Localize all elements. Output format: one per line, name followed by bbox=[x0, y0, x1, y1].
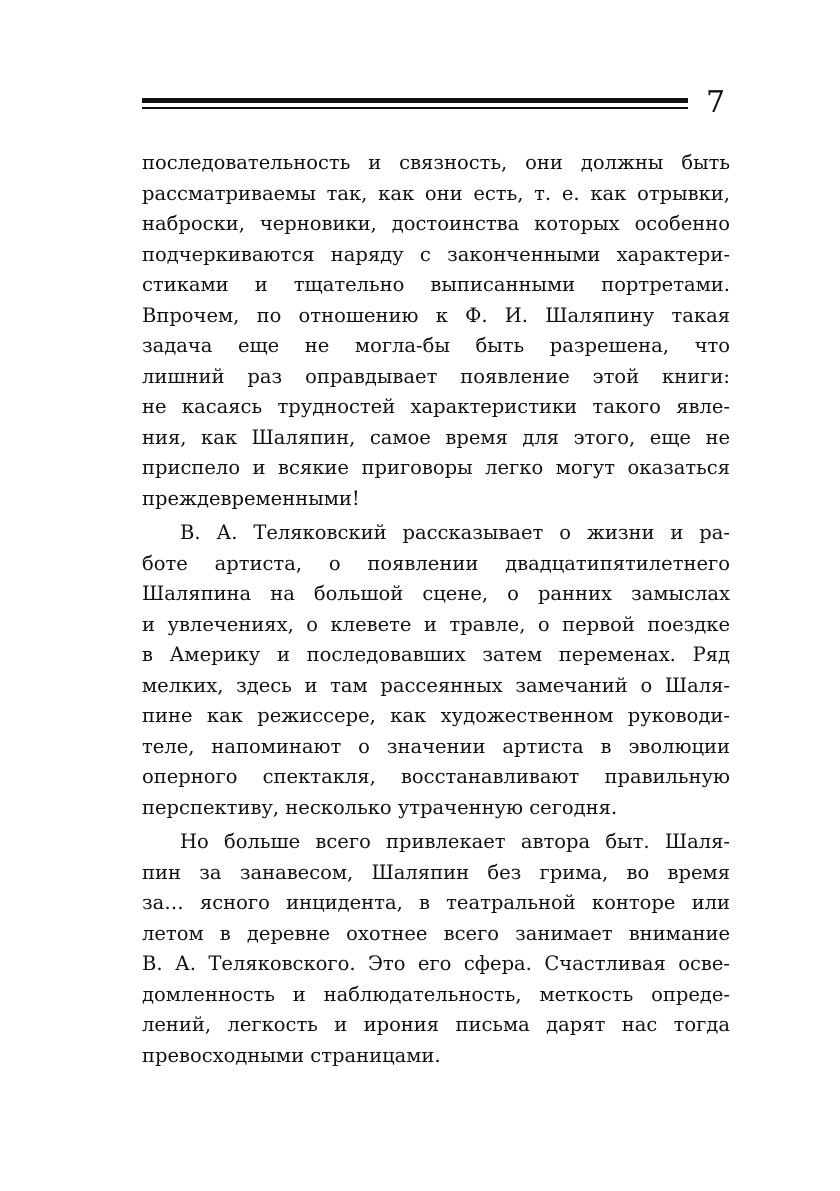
text-line: превосходными страницами. bbox=[142, 1043, 441, 1067]
text-line: последовательность и связность, они должны быть bbox=[142, 151, 730, 174]
text-line: наброски, черновики, достоинства которых особенно bbox=[142, 212, 730, 235]
text-line: В. А. Теляковский рассказывает о жизни и ра- bbox=[180, 521, 730, 544]
text-line: задача еще не могла-бы быть разрешена, что bbox=[142, 334, 730, 357]
text-line: подчеркиваются наряду с законченными характери- bbox=[142, 242, 730, 266]
text-line: приспело и всякие приговоры легко могут оказаться bbox=[142, 456, 730, 479]
text-line: перспективу, несколько утраченную сегодня. bbox=[142, 795, 618, 819]
page-number: 7 bbox=[706, 85, 726, 120]
text-line: рассматриваемы так, как они есть, т. е. как отрывки, bbox=[142, 181, 730, 205]
paragraph-3 bbox=[142, 827, 730, 1071]
text-line: домленность и наблюдательность, меткость опреде- bbox=[142, 982, 730, 1006]
text-line: Шаляпина на большой сцене, о ранних замыслах bbox=[142, 582, 730, 605]
text-line: пин за занавесом, Шаляпин без грима, во время bbox=[142, 860, 730, 884]
text-line: мелких, здесь и там рассеянных замечаний о Шаля- bbox=[142, 673, 730, 697]
header-rules bbox=[142, 98, 688, 114]
text-line: Впрочем, по отношению к Ф. И. Шаляпину такая bbox=[142, 303, 730, 327]
text-line: лений, легкость и ирония письма дарят нас тогда bbox=[142, 1013, 730, 1036]
header-rule-thin bbox=[142, 107, 688, 109]
text-line: пине как режиссере, как художественном руководи- bbox=[142, 704, 730, 727]
body-text bbox=[142, 148, 730, 1071]
text-line: стиками и тщательно выписанными портретами. bbox=[142, 273, 730, 296]
text-line: в Америку и последовавших затем переменах. Ряд bbox=[142, 643, 730, 666]
text-line: и увлечениях, о клевете и травле, о первой поездке bbox=[142, 612, 730, 636]
paragraph-2 bbox=[142, 518, 730, 823]
text-line: теле, напоминают о значении артиста в эволюции bbox=[142, 734, 730, 758]
text-line: боте артиста, о появлении двадцатипятилетнего bbox=[142, 551, 730, 575]
text-line: не касаясь трудностей характеристики такого явле- bbox=[142, 395, 730, 418]
text-line: летом в деревне охотнее всего занимает внимание bbox=[142, 921, 730, 945]
text-line: оперного спектакля, восстанавливают правильную bbox=[142, 765, 730, 788]
text-line: за… ясного инцидента, в театральной конторе или bbox=[142, 891, 730, 914]
header-rule-thick bbox=[142, 98, 688, 103]
paragraph-1 bbox=[142, 148, 730, 514]
text-line: Но больше всего привлекает автора быт. Шаля- bbox=[180, 830, 730, 853]
text-line: В. А. Теляковского. Это его сфера. Счастливая осве- bbox=[142, 952, 730, 975]
text-line: лишний раз оправдывает появление этой книги: bbox=[142, 364, 730, 388]
text-line: ния, как Шаляпин, самое время для этого, еще не bbox=[142, 425, 730, 449]
text-line: преждевременными! bbox=[142, 486, 360, 510]
